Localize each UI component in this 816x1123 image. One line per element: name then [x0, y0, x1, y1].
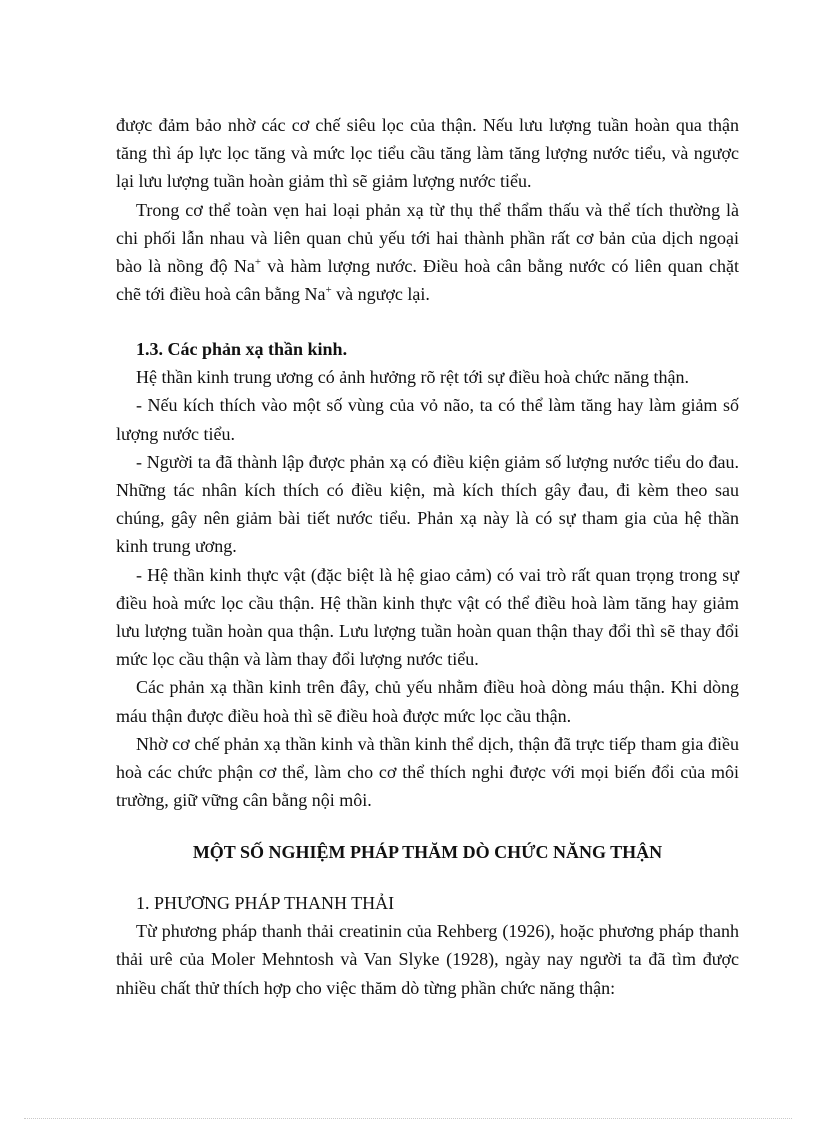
paragraph-text: Trong cơ thể toàn vẹn hai loại phản xạ từ thụ thể thẩm thấu và thể tích thường là chi phối lẫn nhau và liên quan chủ yếu tới hai thành phần rất cơ bản của dịch ngoại bào là nồng độ Na — [116, 199, 739, 277]
paragraph: - Nếu kích thích vào một số vùng của vỏ não, ta có thể làm tăng hay làm giảm số lượng nước tiểu. — [116, 395, 739, 444]
superscript-plus: + — [254, 256, 262, 269]
paragraph: Hệ thần kinh trung ương có ảnh hưởng rõ rệt tới sự điều hoà chức năng thận. — [136, 367, 689, 388]
footer-divider — [24, 1118, 792, 1119]
paragraph: được đảm bảo nhờ các cơ chế siêu lọc của thận. Nếu lưu lượng tuần hoàn qua thận tăng thì áp lực lọc tăng và mức lọc tiểu cầu tăng làm tăng lượng nước tiểu, và ngược lại lưu lượng tuần hoàn giảm thì sẽ giảm lượng nước tiểu. — [116, 115, 739, 192]
paragraph: Nhờ cơ chế phản xạ thần kinh và thần kinh thể dịch, thận đã trực tiếp tham gia điều hoà các chức phận cơ thể, làm cho cơ thể thích nghi được với mọi biến đổi của môi trường, giữ vững cân bằng nội môi. — [116, 733, 739, 811]
text-block-intro — [116, 111, 739, 308]
section-heading: 1.3. Các phản xạ thần kinh. — [136, 339, 348, 359]
paragraph: Từ phương pháp thanh thải creatinin của Rehberg (1926), hoặc phương pháp thanh thải urê của Moler Mehntosh và Van Slyke (1928), ngày nay người ta đã tìm được nhiều chất thử thích hợp cho việc thăm dò từng phần chức năng thận: — [116, 921, 739, 998]
paragraph: - Người ta đã thành lập được phản xạ có điều kiện giảm số lượng nước tiểu do đau. Những tác nhân kích thích có điều kiện, mà kích thích gây đau, đi kèm theo sau chúng, gây nên giảm bài tiết nước tiểu. Phản xạ này là có sự tham gia của hệ thần kinh trung ương. — [116, 451, 739, 557]
subsection-heading: 1. PHƯƠNG PHÁP THANH THẢI — [136, 893, 395, 913]
paragraph: - Hệ thần kinh thực vật (đặc biệt là hệ giao cảm) có vai trò rất quan trọng trong sự điều hoà mức lọc cầu thận. Hệ thần kinh thực vật có thể điều hoà làm tăng hay giảm lưu lượng tuần hoàn qua thận. Lưu lượng tuần hoàn quan thận thay đổi thì sẽ thay đổi mức lọc cầu thận và làm thay đổi lượng nước tiểu. — [116, 564, 739, 670]
paragraph-text: và hàm lượng nước. Điều hoà cân bằng nước có liên quan chặt chẽ tới điều hoà cân bằng Na — [116, 256, 739, 305]
text-block-reflexes — [116, 335, 739, 814]
text-block-clearance — [116, 889, 739, 1002]
chapter-title: MỘT SỐ NGHIỆM PHÁP THĂM DÒ CHỨC NĂNG THẬN — [192, 842, 663, 862]
paragraph: Các phản xạ thần kinh trên đây, chủ yếu nhằm điều hoà dòng máu thận. Khi dòng máu thận được điều hoà thì sẽ điều hoà được mức lọc cầu thận. — [116, 677, 739, 726]
superscript-plus: + — [325, 284, 332, 297]
text-block-methods-title — [116, 838, 739, 866]
paragraph — [116, 196, 739, 309]
paragraph-text: và ngược lại. — [331, 284, 430, 305]
